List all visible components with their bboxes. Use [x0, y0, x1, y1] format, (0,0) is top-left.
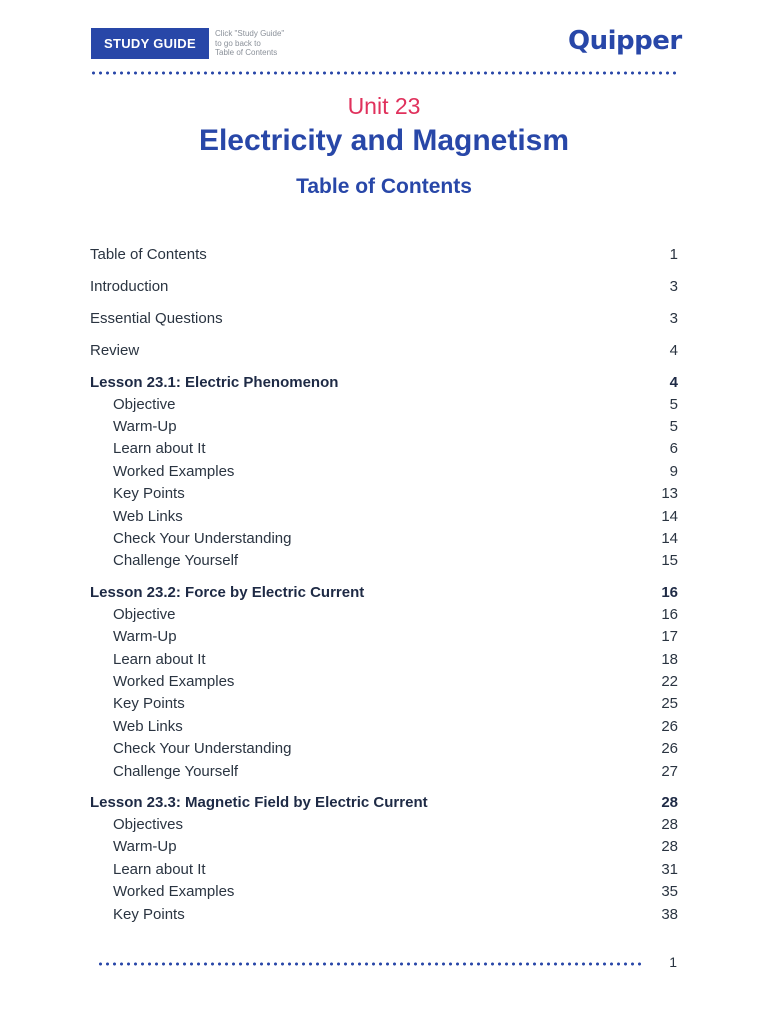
toc-subentry[interactable]	[90, 880, 678, 902]
toc-label: Table of Contents	[90, 245, 207, 263]
toc-lesson[interactable]	[90, 371, 678, 393]
toc-page: 26	[661, 717, 678, 735]
toc-page: 4	[669, 373, 678, 391]
toc-subentry[interactable]	[90, 438, 678, 460]
toc-label: Essential Questions	[90, 309, 223, 327]
study-guide-hint	[215, 29, 325, 58]
toc-page: 25	[661, 695, 678, 713]
toc-subentry[interactable]	[90, 836, 678, 858]
toc-label: Worked Examples	[113, 672, 235, 690]
toc-page: 9	[669, 462, 678, 480]
toc-entry[interactable]	[90, 243, 678, 265]
unit-label: Unit 23	[347, 93, 421, 119]
toc-label: Learn about It	[113, 860, 206, 878]
page-number: 1	[669, 954, 677, 970]
toc-entry[interactable]	[90, 339, 678, 361]
dotted-divider-bottom	[97, 962, 643, 966]
toc-subentry[interactable]	[90, 670, 678, 692]
toc-page: 13	[661, 485, 678, 503]
toc-page: 35	[661, 883, 678, 901]
toc-label: Learn about It	[113, 650, 206, 668]
toc-subentry[interactable]	[90, 483, 678, 505]
hint-line: to go back to	[215, 38, 261, 48]
toc-label: Check Your Understanding	[113, 740, 292, 758]
toc-label: Lesson 23.1: Electric Phenomenon	[90, 373, 339, 391]
table-of-contents	[90, 243, 678, 925]
toc-subentry[interactable]	[90, 760, 678, 782]
toc-label: Lesson 23.2: Force by Electric Current	[90, 583, 365, 601]
toc-page: 4	[669, 341, 678, 359]
toc-label: Key Points	[113, 485, 185, 503]
toc-label: Learn about It	[113, 440, 206, 458]
toc-page: 5	[669, 395, 678, 413]
toc-subentry[interactable]	[90, 737, 678, 759]
toc-page: 17	[661, 628, 678, 646]
toc-label: Challenge Yourself	[113, 762, 239, 780]
dotted-divider-top	[90, 71, 680, 75]
toc-label: Key Points	[113, 905, 185, 923]
toc-page: 3	[669, 309, 678, 327]
toc-label: Warm-Up	[113, 418, 177, 436]
toc-page: 28	[661, 815, 678, 833]
toc-page: 6	[669, 440, 678, 458]
toc-lesson[interactable]	[90, 791, 678, 813]
toc-entry[interactable]	[90, 307, 678, 329]
toc-label: Challenge Yourself	[113, 552, 239, 570]
toc-page: 15	[661, 552, 678, 570]
toc-label: Objective	[113, 395, 176, 413]
toc-subentry[interactable]	[90, 626, 678, 648]
toc-page: 5	[669, 418, 678, 436]
toc-label: Warm-Up	[113, 628, 177, 646]
toc-label: Worked Examples	[113, 462, 235, 480]
toc-page: 22	[661, 672, 678, 690]
toc-label: Check Your Understanding	[113, 530, 292, 548]
toc-label: Warm-Up	[113, 838, 177, 856]
toc-page: 26	[661, 740, 678, 758]
toc-page: 31	[661, 860, 678, 878]
study-guide-button[interactable]: STUDY GUIDE	[91, 28, 209, 59]
toc-lesson[interactable]	[90, 581, 678, 603]
quipper-logo: Quipper	[568, 26, 682, 56]
toc-entry[interactable]	[90, 275, 678, 297]
hint-line: Click "Study Guide"	[215, 29, 285, 38]
toc-page: 16	[661, 605, 678, 623]
toc-subentry[interactable]	[90, 858, 678, 880]
toc-subentry[interactable]	[90, 505, 678, 527]
page-header	[0, 0, 768, 80]
toc-page: 3	[669, 277, 678, 295]
toc-page: 18	[661, 650, 678, 668]
page-subtitle: Table of Contents	[296, 175, 472, 198]
toc-subentry[interactable]	[90, 393, 678, 415]
toc-subentry[interactable]	[90, 903, 678, 925]
toc-page: 28	[661, 838, 678, 856]
toc-label: Objectives	[113, 815, 184, 833]
toc-page: 16	[661, 583, 678, 601]
toc-label: Introduction	[90, 277, 169, 295]
toc-label: Worked Examples	[113, 883, 235, 901]
toc-label: Lesson 23.3: Magnetic Field by Electric Current	[90, 793, 428, 811]
page-title: Electricity and Magnetism	[198, 124, 570, 157]
toc-page: 27	[661, 762, 678, 780]
toc-subentry[interactable]	[90, 648, 678, 670]
toc-label: Web Links	[113, 507, 183, 525]
toc-subentry[interactable]	[90, 813, 678, 835]
toc-label: Review	[90, 341, 140, 359]
toc-page: 14	[661, 507, 678, 525]
toc-label: Key Points	[113, 695, 185, 713]
toc-subentry[interactable]	[90, 460, 678, 482]
toc-label: Web Links	[113, 717, 183, 735]
toc-page: 28	[661, 793, 678, 811]
toc-label: Objective	[113, 605, 176, 623]
toc-subentry[interactable]	[90, 550, 678, 572]
toc-subentry[interactable]	[90, 715, 678, 737]
toc-subentry[interactable]	[90, 603, 678, 625]
toc-subentry[interactable]	[90, 527, 678, 549]
toc-page: 38	[661, 905, 678, 923]
hint-line: Table of Contents	[215, 48, 278, 57]
toc-subentry[interactable]	[90, 415, 678, 437]
toc-page: 1	[669, 245, 678, 263]
toc-page: 14	[661, 530, 678, 548]
toc-subentry[interactable]	[90, 693, 678, 715]
